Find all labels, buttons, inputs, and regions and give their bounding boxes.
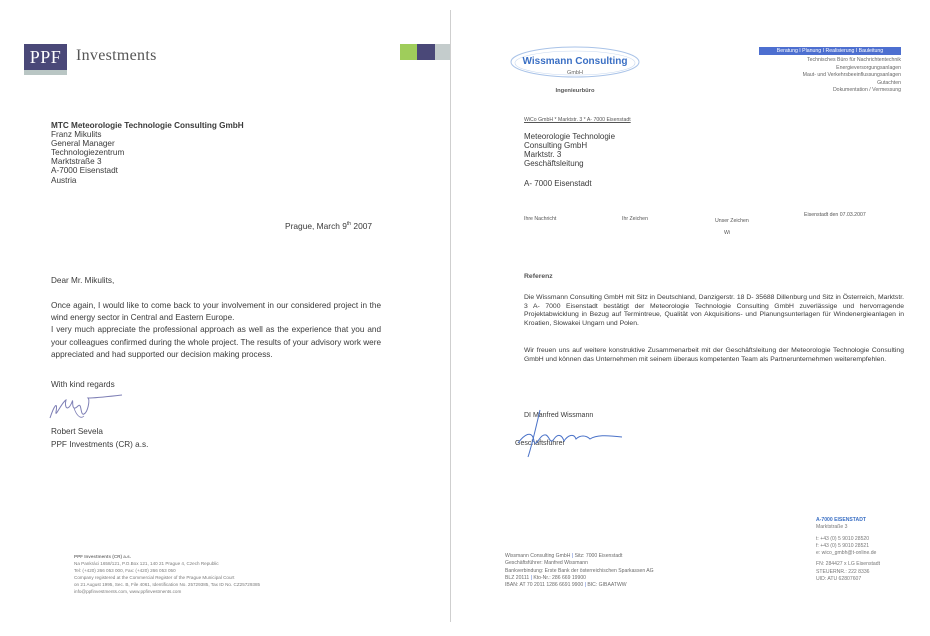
contact-fn: FN: 284427 x LG Eisenstadt <box>816 561 880 568</box>
recipient-address-right <box>524 132 615 168</box>
sender-return-address: WiCo GmbH * Marktstr. 3 * A- 7000 Eisenstadt <box>524 117 631 123</box>
closing: With kind regards <box>51 380 115 389</box>
recipient-address <box>51 121 244 185</box>
ref-ihr-zeichen: Ihr Zeichen <box>622 216 648 222</box>
service-item: Gutachten <box>877 79 901 86</box>
service-item: Technisches Büro für Nachrichtentechnik <box>807 57 901 63</box>
signature-image <box>44 392 134 422</box>
date-ordinal: th <box>346 221 352 228</box>
letter-body <box>51 300 381 361</box>
footer-managing-director: Geschäftsführer: Manfred Wissmann <box>505 560 588 567</box>
footer-line: Tel: (+420) 266 053 000, Fax: (+420) 266 053 050 <box>74 568 176 573</box>
recipient-name: Franz Mikulits <box>51 130 102 140</box>
signer-name-right: DI Manfred Wissmann <box>524 412 594 419</box>
footer-line: Company registered at the Commercial Register of the Prague Municipal Court <box>74 575 235 580</box>
footer-company: Wissmann Consulting GmbH <box>505 553 571 559</box>
recipient-title: General Manager <box>51 139 115 149</box>
footer-bic: BIC: GIBAATWW <box>587 582 627 589</box>
service-item: Dokumentation / Vermessung <box>832 87 901 93</box>
page-divider <box>450 10 451 622</box>
salutation: Dear Mr. Mikulits, <box>51 276 115 285</box>
recipient-city-right: A- 7000 Eisenstadt <box>524 179 592 188</box>
service-item: Energieversorgungsanlagen <box>836 64 901 71</box>
recipient-line: Consulting GmbH <box>524 141 588 150</box>
contact-fax: f: +43 (0) 5 9010 28521 <box>816 542 870 549</box>
color-square-gray <box>435 44 450 60</box>
contact-uid: UID: ATU 62807607 <box>816 576 862 583</box>
body-paragraph-right: Die Wissmann Consulting GmbH mit Sitz in Deutschland, Danzigerstr. 18 D- 35688 Dillenburg und Sitz in Österreich, Marktstr. 3 A- 7000 Eisenstadt bestätigt der Meteorologie Technologie Consulting GmbH zuverlässige und hervorragende Projektabwicklung in Bezug auf Termintreue, Qualität von Akquisitions- und Planungsunterlagen für Windenergieanlagen in Kroatien, Slowakei Ungarn und Polen. <box>524 294 904 327</box>
recipient-city: A-7000 Eisenstadt <box>51 166 118 176</box>
wissmann-logo-subtitle: Ingenieurbüro <box>555 88 595 94</box>
signer-title-right: Geschäftsführer <box>515 440 565 447</box>
wissmann-logo-gmbh: GmbH <box>567 70 583 76</box>
recipient-line: Meteorologie Technologie <box>524 132 616 141</box>
services-list <box>720 57 901 95</box>
body-paragraph: I very much appreciate the professional approach as well as the experience that you and your colleagues confirmed during the whole project. The results of your advisory work were appreciated and had supported our decision making process. <box>51 325 381 359</box>
footer-blz: BLZ 20111 <box>505 574 530 581</box>
recipient-line: Geschäftsleitung <box>524 159 584 168</box>
body-paragraph: Once again, I would like to come back to your involvement in our considered project in the wind energy sector in Central and Eastern Europe. <box>51 301 381 323</box>
color-square-green <box>400 44 417 60</box>
contact-email: e: wico_gmbh@t-online.de <box>816 550 877 557</box>
ppf-logo-name: Investments <box>76 47 157 64</box>
contact-tel: t: +43 (0) 5 9010 28520 <box>816 535 870 542</box>
letter-date-right: Eisenstadt den 07.03.2007 <box>804 212 866 218</box>
contact-block <box>816 517 880 583</box>
color-square-purple <box>417 44 435 60</box>
recipient-line: Marktstr. 3 <box>524 150 562 159</box>
recipient-company: MTC Meteorologie Technologie Consulting GmbH <box>51 121 244 130</box>
signer-name: Robert Sevela <box>51 427 103 436</box>
footer-seat: Sitz: 7000 Eisenstadt <box>574 553 623 559</box>
ppf-logo-mark: PPF <box>24 44 67 70</box>
ppf-logo-strip <box>24 70 67 75</box>
ref-unser-zeichen-value: Wi <box>724 230 731 236</box>
ref-unser-zeichen: Unser Zeichen <box>715 218 749 224</box>
recipient-building: Technologiezentrum <box>51 148 125 158</box>
letter-date <box>285 221 372 231</box>
footer-line: Na Pankráci 1658/121, P.O.Box 121, 140 21 Prague 4, Czech Republic <box>74 561 219 566</box>
ref-ihre-nachricht: Ihre Nachricht <box>524 216 557 222</box>
date-year: 2007 <box>351 221 373 231</box>
service-item: Maut- und Verkehrsbeeinflussungsanlagen <box>802 72 901 78</box>
subject-line: Referenz <box>524 273 553 280</box>
body-paragraph-right: Wir freuen uns auf weitere konstruktive Zusammenarbeit mit der Geschäftsleitung der Meteorologie Technologie Consulting GmbH und können das Unternehmen mit seinem überaus kompetenten Team als Partnerunternehmen weiterempfehlen. <box>524 347 904 363</box>
wissmann-logo-name: Wissmann Consulting <box>522 56 628 67</box>
wissmann-footer: Wissmann Consulting GmbH | Sitz: 7000 Eisenstadt Geschäftsführer: Manfred Wissmann Bankverbindung: Erste Bank der österreichischen Sparkassen AG BLZ 20111 | Kto-Nr.: 286 669 19900 IBAN: AT 70 2011 1286 6691 9900 | BIC: GIBAATWW <box>505 553 654 589</box>
contact-street: Marktstraße 3 <box>816 524 848 531</box>
footer-account: Kto-Nr.: 286 669 19900 <box>533 574 587 581</box>
recipient-street: Marktstraße 3 <box>51 157 102 167</box>
recipient-country: Austria <box>51 175 77 185</box>
signature-image-right <box>510 405 630 460</box>
contact-city: A-7000 EISENSTADT <box>816 517 867 523</box>
footer-bank: Bankverbindung: Erste Bank der österreichischen Sparkassen AG <box>505 567 654 574</box>
contact-steuer: STEUERNR.: 222 8336 <box>816 568 870 575</box>
services-banner: Beratung I Planung I Realisierung I Bauleitung <box>759 47 901 55</box>
footer-line: info@ppfinvestments.com, www.ppfinvestments.com <box>74 589 182 594</box>
footer-iban: IBAN: AT 70 2011 1286 6691 9900 <box>505 582 584 589</box>
footer-line: on 21 August 1995, Sec. B, File 4061, Identification No. 25729385, Tax ID No. CZ25729385 <box>74 582 261 587</box>
footer-line: PPF Investments (CR) a.s. <box>74 554 131 559</box>
signer-block <box>51 425 148 451</box>
signer-company: PPF Investments (CR) a.s. <box>51 440 149 449</box>
date-text: Prague, March 9 <box>285 221 347 231</box>
ppf-footer <box>74 553 260 595</box>
